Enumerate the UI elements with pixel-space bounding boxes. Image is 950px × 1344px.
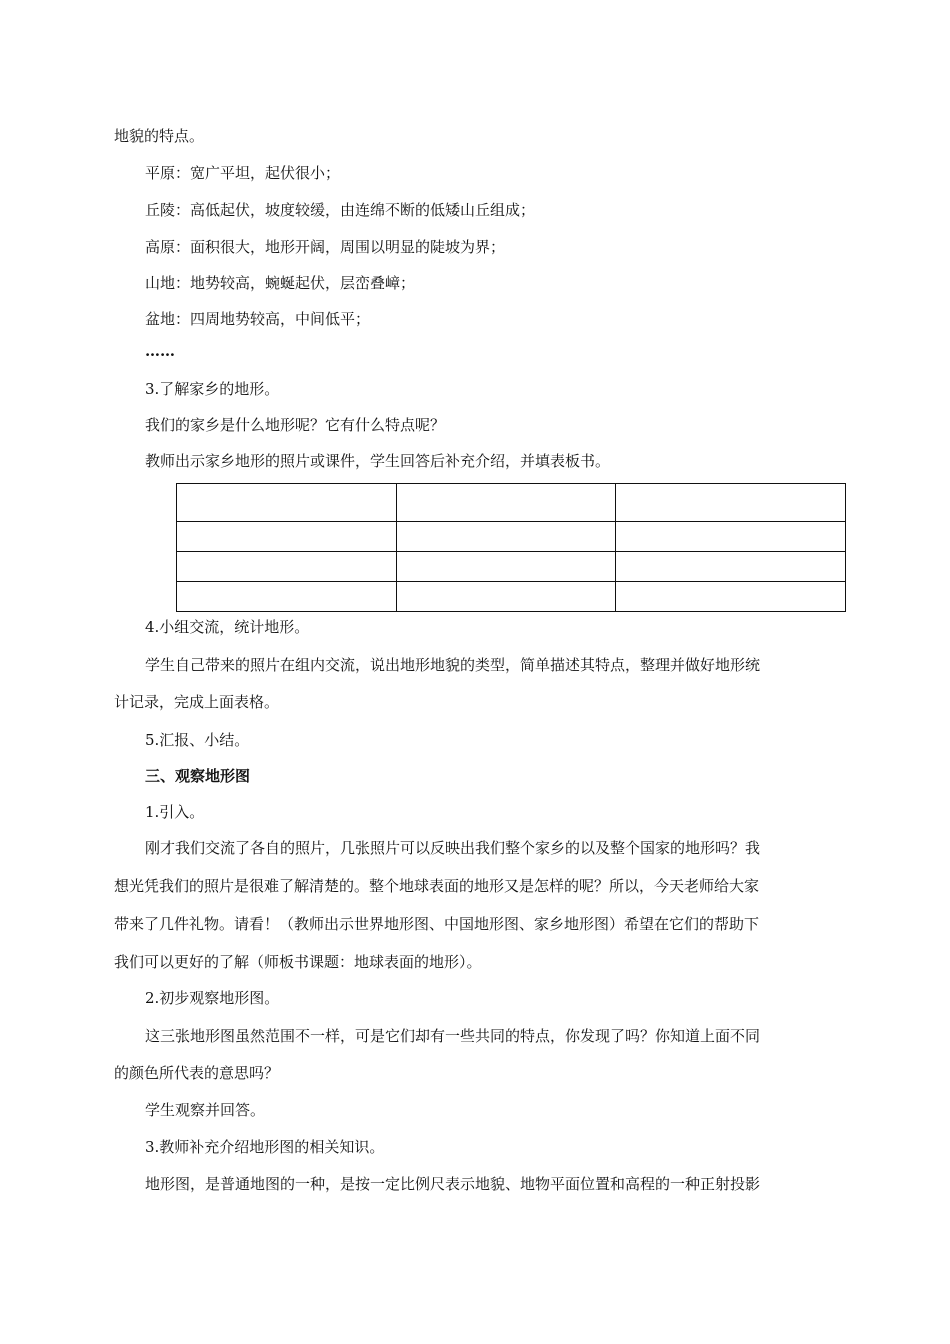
table-row [177,552,846,582]
paragraph-plain: 平原：宽广平坦，起伏很小； [145,164,341,182]
table-cell [616,522,846,552]
heading-step-2: 2.初步观察地形图。 [145,989,280,1007]
paragraph-group-exchange-2: 计记录，完成上面表格。 [114,693,280,711]
heading-step-4: 4.小组交流，统计地形。 [145,618,310,636]
paragraph-observe-1: 这三张地形图虽然范围不一样，可是它们却有一些共同的特点，你发现了吗？你知道上面不同 [145,1027,761,1045]
section-heading-observe-map: 三、观察地形图 [145,767,251,785]
paragraph-teacher-shows: 教师出示家乡地形的照片或课件，学生回答后补充介绍，并填表板书。 [145,452,611,470]
table-cell [396,552,616,582]
table-cell [616,484,846,522]
heading-step-3b: 3.教师补充介绍地形图的相关知识。 [145,1138,385,1156]
table-cell [616,582,846,612]
table-cell [177,484,397,522]
paragraph-group-exchange-1: 学生自己带来的照片在组内交流，说出地形地貌的类型，简单描述其特点，整理并做好地形统 [145,656,761,674]
table-cell [177,582,397,612]
paragraph-basin: 盆地：四周地势较高，中间低平； [145,310,371,328]
heading-step-3: 3.了解家乡的地形。 [145,380,280,398]
paragraph-map-definition: 地形图，是普通地图的一种，是按一定比例尺表示地貌、地物平面位置和高程的一种正射投影 [145,1175,761,1193]
paragraph-mountain: 山地：地势较高，蜿蜒起伏，层峦叠嶂； [145,274,416,292]
blank-landform-table [176,483,846,612]
paragraph-intro-4: 我们可以更好的了解（师板书课题：地球表面的地形）。 [114,953,482,971]
paragraph-plateau: 高原：面积很大，地形开阔，周围以明显的陡坡为界； [145,238,506,256]
paragraph-students-answer: 学生观察并回答。 [145,1101,266,1119]
table-cell [396,582,616,612]
paragraph-intro-2: 想光凭我们的照片是很难了解清楚的。整个地球表面的地形又是怎样的呢？所以，今天老师给大家 [114,877,760,895]
paragraph-observe-2: 的颜色所代表的意思吗？ [114,1064,280,1082]
paragraph-ellipsis: …… [145,342,175,360]
table-cell [177,552,397,582]
paragraph-intro-3: 带来了几件礼物。请看！（教师出示世界地形图、中国地形图、家乡地形图）希望在它们的帮助下 [114,915,760,933]
paragraph-question: 我们的家乡是什么地形呢？它有什么特点呢？ [145,416,446,434]
table-row [177,582,846,612]
table-cell [396,484,616,522]
heading-step-5: 5.汇报、小结。 [145,731,250,749]
paragraph-hill: 丘陵：高低起伏，坡度较缓，由连绵不断的低矮山丘组成； [145,201,536,219]
heading-intro: 1.引入。 [145,803,205,821]
table-row [177,484,846,522]
paragraph-intro-1: 刚才我们交流了各自的照片，几张照片可以反映出我们整个家乡的以及整个国家的地形吗？我 [145,839,761,857]
table-cell [177,522,397,552]
table-cell [616,552,846,582]
table-row [177,522,846,552]
paragraph-landform-features: 地貌的特点。 [114,127,205,145]
table-cell [396,522,616,552]
